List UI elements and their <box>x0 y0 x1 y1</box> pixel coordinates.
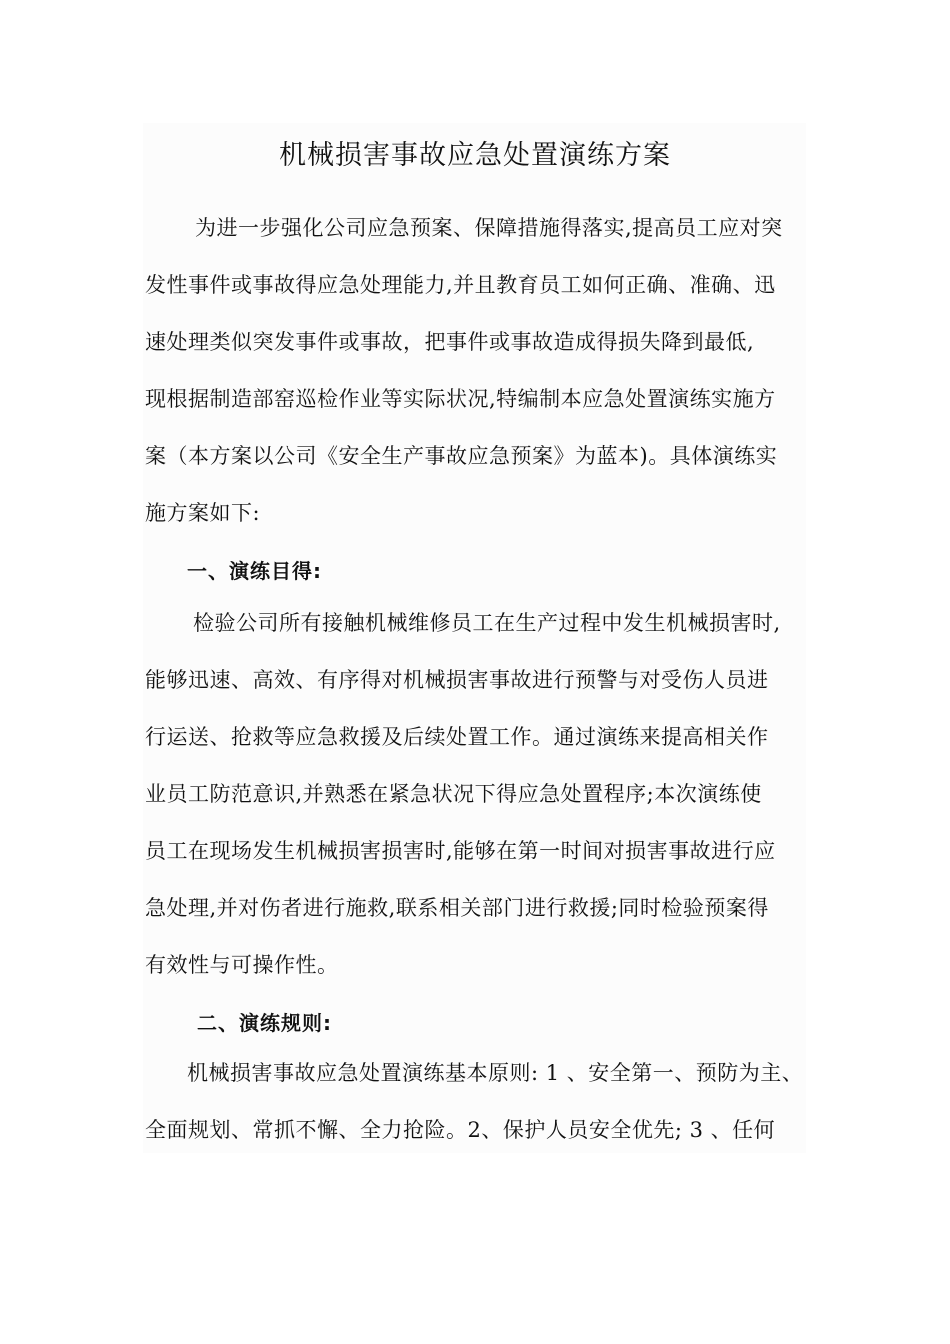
paragraph-line: 有效性与可操作性。 <box>145 953 339 977</box>
paragraph-line: 施方案如下: <box>145 501 261 525</box>
paragraph-line: 行运送、抢救等应急救援及后续处置工作。通过演练来提高相关作 <box>145 725 769 749</box>
document-title: 机械损害事故应急处置演练方案 <box>279 140 671 171</box>
paragraph-line: 发性事件或事故得应急处理能力,并且教育员工如何正确、准确、迅 <box>145 273 776 297</box>
paragraph-line: 案（本方案以公司《安全生产事故应急预案》为蓝本)。具体演练实 <box>145 444 778 468</box>
paragraph-line: 机械损害事故应急处置演练基本原则: 1 、安全第一、预防为主、 <box>187 1061 804 1085</box>
paragraph-line: 急处理,并对伤者进行施救,联系相关部门进行救援;同时检验预案得 <box>145 896 769 920</box>
paragraph-line: 全面规划、常抓不懈、全力抢险。2、保护人员安全优先; 3 、任何 <box>145 1118 776 1142</box>
paragraph-line: 速处理类似突发事件或事故，把事件或事故造成得损失降到最低, <box>145 330 755 354</box>
paragraph-line: 员工在现场发生机械损害损害时,能够在第一时间对损害事故进行应 <box>145 839 776 863</box>
paragraph-line: 检验公司所有接触机械维修员工在生产过程中发生机械损害时, <box>193 611 781 635</box>
section-heading-rules: 二、演练规则: <box>197 1011 332 1035</box>
paragraph-line: 业员工防范意识,并熟悉在紧急状况下得应急处置程序;本次演练使 <box>145 782 762 806</box>
paragraph-line: 能够迅速、高效、有序得对机械损害事故进行预警与对受伤人员进 <box>145 668 769 692</box>
paragraph-line: 现根据制造部窑巡检作业等实际状况,特编制本应急处置演练实施方 <box>145 387 776 411</box>
paragraph-line: 为进一步强化公司应急预案、保障措施得落实,提高员工应对突 <box>195 216 783 240</box>
section-heading-purpose: 一、演练目得: <box>187 559 322 583</box>
